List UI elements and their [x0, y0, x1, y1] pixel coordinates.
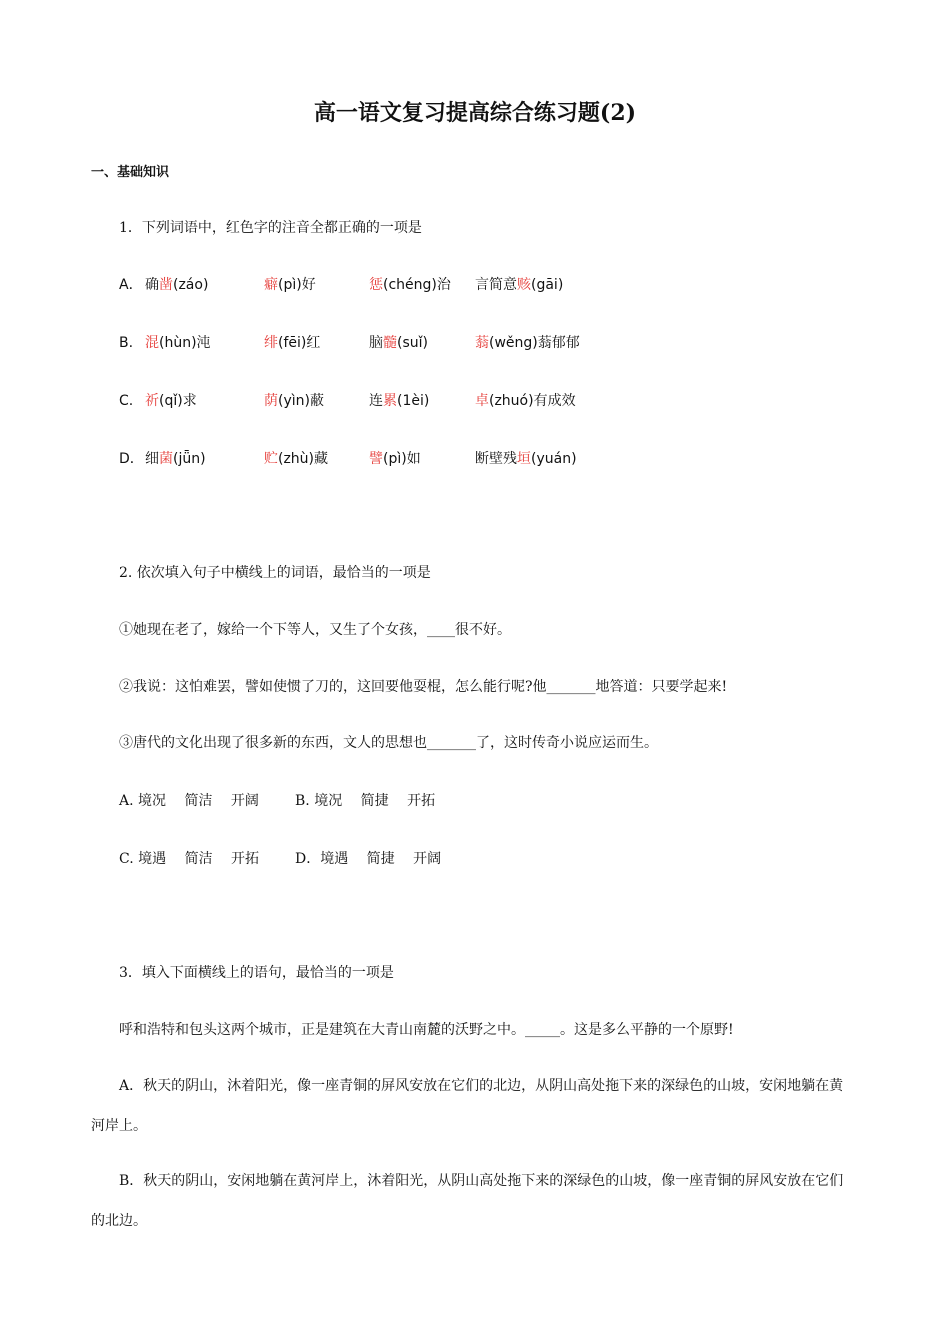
- highlighted-character: 癖: [264, 277, 278, 293]
- word-suffix: 沌: [196, 335, 211, 351]
- pinyin-word: [475, 449, 577, 469]
- highlighted-character: 菌: [159, 451, 173, 467]
- highlighted-character: 蓊: [475, 335, 489, 351]
- word-suffix: 治: [436, 277, 451, 293]
- question-2-option-d: D．境遇 简捷 开阔: [295, 851, 442, 867]
- question-2-option-b: B. 境况 简捷 开拓: [295, 793, 436, 809]
- pinyin-word: [264, 333, 320, 353]
- pinyin: (suǐ): [397, 335, 428, 351]
- word-suffix: 红: [306, 335, 321, 351]
- pinyin-word: [145, 333, 211, 353]
- pinyin-word: [369, 275, 451, 295]
- pinyin-word: [369, 391, 429, 411]
- option-label: D．: [119, 451, 144, 467]
- highlighted-character: 贮: [264, 451, 278, 467]
- pinyin: (zhù): [278, 451, 315, 467]
- pinyin: (pì): [278, 277, 302, 293]
- highlighted-character: 垣: [517, 451, 531, 467]
- pinyin-word: [475, 333, 580, 353]
- highlighted-character: 荫: [264, 393, 278, 409]
- question-2-sentence-2: ②我说：这怕难罢，譬如使惯了刀的，这回要他耍棍，怎么能行呢?他_______地答道：只要学起来!: [119, 679, 728, 695]
- highlighted-character: 祈: [145, 393, 159, 409]
- word-prefix: 细: [145, 451, 159, 467]
- option-label: A．: [119, 277, 143, 293]
- pinyin-word: [145, 275, 208, 295]
- pinyin-word: [264, 275, 316, 295]
- word-suffix: 蓊郁郁: [537, 335, 580, 351]
- word-prefix: 断壁残: [475, 451, 517, 467]
- highlighted-character: 混: [145, 335, 159, 351]
- word-prefix: 确: [145, 277, 159, 293]
- pinyin: (wěng): [489, 335, 538, 351]
- pinyin-word: [369, 449, 421, 469]
- pinyin-word: [264, 449, 328, 469]
- pinyin-word: [475, 391, 576, 411]
- highlighted-character: 惩: [369, 277, 383, 293]
- pinyin-word: [264, 391, 324, 411]
- highlighted-character: 卓: [475, 393, 489, 409]
- option-label: C.: [119, 393, 134, 409]
- pinyin-word: [145, 449, 206, 469]
- word-prefix: 连: [369, 393, 383, 409]
- highlighted-character: 累: [383, 393, 397, 409]
- highlighted-character: 赅: [517, 277, 531, 293]
- pinyin: (jǖn): [173, 451, 206, 467]
- question-2-option-a: A. 境况 简洁 开阔: [119, 793, 259, 809]
- option-label: B.: [119, 335, 134, 351]
- pinyin: (záo): [173, 277, 209, 293]
- highlighted-character: 凿: [159, 277, 173, 293]
- word-suffix: 求: [182, 393, 197, 409]
- pinyin-word: [369, 333, 428, 353]
- word-suffix: 蔽: [309, 393, 324, 409]
- word-prefix: 言简意: [475, 277, 517, 293]
- question-2-sentence-3: ③唐代的文化出现了很多新的东西，文人的思想也_______了，这时传奇小说应运而生。: [119, 735, 658, 751]
- pinyin-word: [145, 391, 197, 411]
- question-2-sentence-1: ①她现在老了，嫁给一个下等人，又生了个女孩，____很不好。: [119, 622, 511, 638]
- highlighted-character: 绯: [264, 335, 278, 351]
- pinyin: (zhuó): [489, 393, 534, 409]
- highlighted-character: 譬: [369, 451, 383, 467]
- word-suffix: 有成效: [533, 393, 576, 409]
- question-3-context: 呼和浩特和包头这两个城市，正是建筑在大青山南麓的沃野之中。_____。这是多么平静的一个原野!: [119, 1022, 734, 1038]
- question-3-option-b: B．秋天的阴山，安闲地躺在黄河岸上，沐着阳光，从阴山高处拖下来的深绿色的山坡，像一座青铜的屏风安放在它们的北边。: [91, 1173, 844, 1229]
- pinyin-word: [475, 275, 563, 295]
- section-heading: 一、基础知识: [91, 165, 170, 180]
- pinyin: (yuán): [531, 451, 577, 467]
- pinyin: (qǐ): [159, 393, 183, 409]
- word-suffix: 藏: [314, 451, 329, 467]
- question-3-stem: 3．填入下面横线上的语句，最恰当的一项是: [119, 965, 394, 981]
- pinyin: (chéng): [383, 277, 437, 293]
- pinyin: (hùn): [159, 335, 197, 351]
- question-1-stem: 1．下列词语中，红色字的注音全都正确的一项是: [119, 220, 422, 236]
- pinyin: (yìn): [278, 393, 310, 409]
- pinyin: (fēi): [278, 335, 307, 351]
- question-2-option-c: C. 境遇 简洁 开拓: [119, 851, 260, 867]
- word-suffix: 如: [406, 451, 421, 467]
- pinyin: (pì): [383, 451, 407, 467]
- word-suffix: 好: [301, 277, 316, 293]
- word-prefix: 脑: [369, 335, 383, 351]
- question-3-option-a: A．秋天的阴山，沐着阳光，像一座青铜的屏风安放在它们的北边，从阴山高处拖下来的深绿色的山坡，安闲地躺在黄河岸上。: [91, 1078, 844, 1134]
- page-title: 高一语文复习提高综合练习题(2): [313, 100, 637, 126]
- pinyin: (gāi): [531, 277, 564, 293]
- highlighted-character: 髓: [383, 335, 397, 351]
- pinyin: (1èi): [397, 393, 430, 409]
- question-2-stem: 2. 依次填入句子中横线上的词语，最恰当的一项是: [119, 565, 431, 581]
